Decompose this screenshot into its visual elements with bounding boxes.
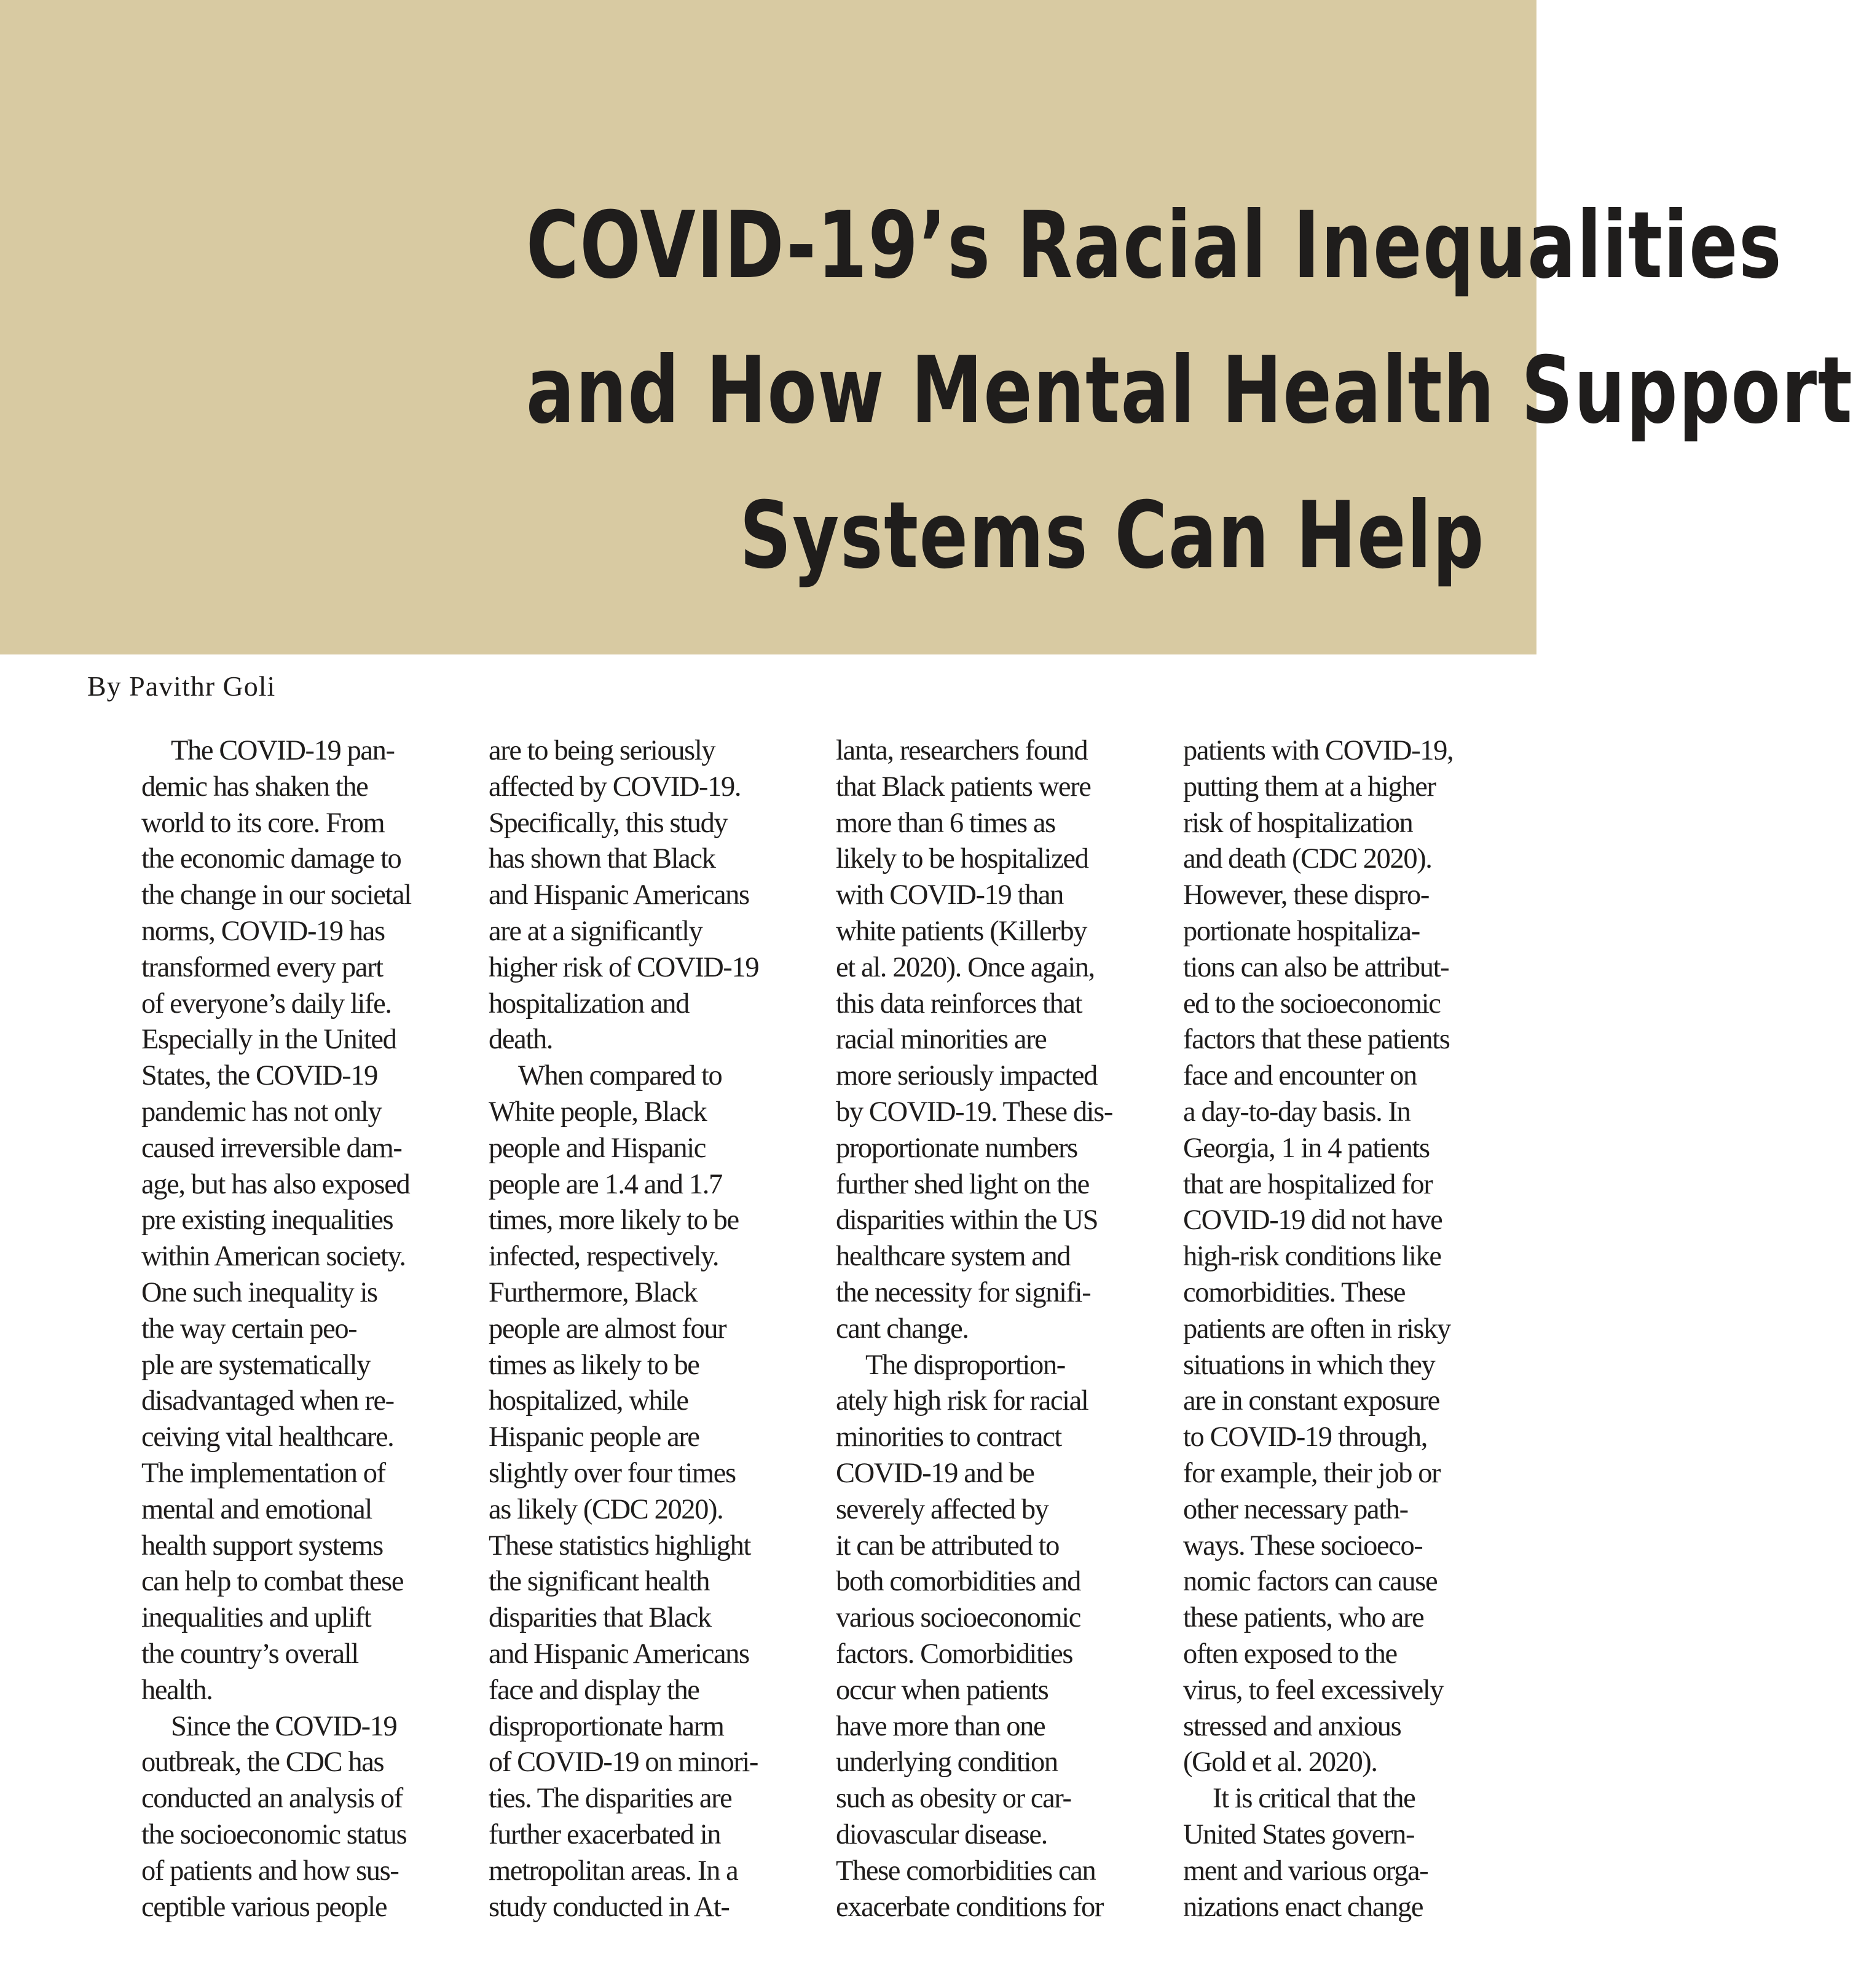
text-line: study conducted in At- — [489, 1891, 730, 1923]
text-line: factors that these patients — [1183, 1024, 1450, 1056]
text-line: the significant health — [489, 1566, 710, 1598]
text-line: and Hispanic Americans — [489, 879, 749, 911]
text-line: age, but has also exposed — [141, 1168, 410, 1200]
text-line: racial minorities are — [836, 1024, 1047, 1056]
text-line: The disproportion- — [865, 1349, 1065, 1381]
text-line: more than 6 times as — [836, 807, 1055, 839]
text-line: for example, their job or — [1183, 1457, 1441, 1489]
title-line: Systems Can Help — [739, 482, 1485, 589]
text-line: comorbidities. These — [1183, 1276, 1406, 1308]
text-line: demic has shaken the — [141, 771, 368, 803]
text-line: inequalities and uplift — [141, 1602, 371, 1634]
text-line: are at a significantly — [489, 915, 702, 947]
text-line: factors. Comorbidities — [836, 1638, 1073, 1670]
text-line: situations in which they — [1183, 1349, 1435, 1381]
text-line: norms, COVID-19 has — [141, 915, 385, 947]
text-line: patients with COVID-19, — [1183, 735, 1454, 766]
text-line: ways. These socioeco- — [1183, 1530, 1423, 1562]
text-line: further exacerbated in — [489, 1818, 721, 1850]
text-line: are in constant exposure — [1183, 1385, 1440, 1417]
text-line: affected by COVID-19. — [489, 771, 741, 803]
text-line: COVID-19 and be — [836, 1457, 1034, 1489]
text-line: When compared to — [518, 1060, 722, 1092]
text-line: with COVID-19 than — [836, 879, 1064, 911]
text-line: Since the COVID-19 — [171, 1710, 397, 1742]
text-line: face and display the — [489, 1674, 699, 1706]
text-line: it can be attributed to — [836, 1530, 1059, 1562]
text-line: has shown that Black — [489, 843, 715, 875]
text-line: These statistics highlight — [489, 1530, 750, 1562]
byline: By Pavithr Goli — [87, 670, 276, 702]
text-column-1 — [141, 733, 449, 1925]
text-line: the socioeconomic status — [141, 1818, 407, 1850]
text-line: These comorbidities can — [836, 1855, 1096, 1887]
text-line: nomic factors can cause — [1183, 1566, 1438, 1598]
text-line: It is critical that the — [1213, 1783, 1415, 1815]
text-line: United States govern- — [1183, 1818, 1415, 1850]
text-line: virus, to feel excessively — [1183, 1674, 1444, 1706]
text-line: portionate hospitaliza- — [1183, 915, 1420, 947]
text-line: a day-to-day basis. In — [1183, 1096, 1410, 1128]
text-line: both comorbidities and — [836, 1566, 1080, 1598]
text-line: and Hispanic Americans — [489, 1638, 749, 1670]
text-line: times as likely to be — [489, 1349, 699, 1381]
text-line: One such inequality is — [141, 1276, 377, 1308]
text-line: caused irreversible dam- — [141, 1132, 402, 1164]
text-line: mental and emotional — [141, 1493, 372, 1525]
text-line: ceiving vital healthcare. — [141, 1421, 394, 1453]
text-line: disproportionate harm — [489, 1710, 724, 1742]
text-line: Specifically, this study — [489, 807, 728, 839]
text-line: by COVID-19. These dis- — [836, 1096, 1112, 1128]
text-line: death. — [489, 1024, 553, 1056]
text-line: within American society. — [141, 1241, 406, 1273]
text-line: these patients, who are — [1183, 1602, 1424, 1634]
text-line: ties. The disparities are — [489, 1783, 732, 1815]
text-line: various socioeconomic — [836, 1602, 1081, 1634]
text-line: of patients and how sus- — [141, 1855, 399, 1887]
text-line: hospitalized, while — [489, 1385, 688, 1417]
title-banner — [0, 0, 1853, 654]
text-line: people and Hispanic — [489, 1132, 706, 1164]
text-line: lanta, researchers found — [836, 735, 1088, 766]
text-line: stressed and anxious — [1183, 1710, 1401, 1742]
text-line: world to its core. From — [141, 807, 385, 839]
title-line: COVID-19’s Racial Inequalities — [526, 192, 1783, 299]
text-line: often exposed to the — [1183, 1638, 1397, 1670]
text-line: nizations enact change — [1183, 1891, 1423, 1923]
text-line: patients are often in risky — [1183, 1313, 1450, 1345]
text-line: pandemic has not only — [141, 1096, 382, 1128]
text-line: transformed every part — [141, 951, 383, 983]
text-line: healthcare system and — [836, 1241, 1071, 1273]
text-line: outbreak, the CDC has — [141, 1746, 384, 1778]
text-line: have more than one — [836, 1710, 1045, 1742]
text-line: cant change. — [836, 1313, 969, 1345]
text-column-2 — [489, 733, 796, 1925]
text-line: disparities that Black — [489, 1602, 711, 1634]
text-line: et al. 2020). Once again, — [836, 951, 1095, 983]
text-line: conducted an analysis of — [141, 1783, 403, 1815]
text-line: people are almost four — [489, 1313, 726, 1345]
text-line: proportionate numbers — [836, 1132, 1077, 1164]
text-line: risk of hospitalization — [1183, 807, 1413, 839]
text-line: high-risk conditions like — [1183, 1241, 1441, 1273]
text-line: The COVID-19 pan- — [171, 735, 395, 766]
text-line: ple are systematically — [141, 1349, 371, 1381]
text-line: ately high risk for racial — [836, 1385, 1088, 1417]
text-line: minorities to contract — [836, 1421, 1061, 1453]
text-line: slightly over four times — [489, 1457, 736, 1489]
text-line: white patients (Killerby — [836, 915, 1087, 947]
text-line: likely to be hospitalized — [836, 843, 1088, 875]
text-line: the way certain peo- — [141, 1313, 357, 1345]
text-line: hospitalization and — [489, 988, 689, 1020]
text-line: COVID-19 did not have — [1183, 1204, 1442, 1236]
text-line: The implementation of — [141, 1457, 385, 1489]
text-line: disparities within the US — [836, 1204, 1098, 1236]
text-line: pre existing inequalities — [141, 1204, 393, 1236]
text-line: this data reinforces that — [836, 988, 1082, 1020]
text-line: the change in our societal — [141, 879, 411, 911]
text-line: underlying condition — [836, 1746, 1058, 1778]
text-line: that Black patients were — [836, 771, 1091, 803]
text-line: more seriously impacted — [836, 1060, 1097, 1092]
text-line: metropolitan areas. In a — [489, 1855, 738, 1887]
text-line: Furthermore, Black — [489, 1276, 697, 1308]
title-line: and How Mental Health Support — [526, 337, 1853, 444]
text-line: exacerbate conditions for — [836, 1891, 1103, 1923]
text-line: ceptible various people — [141, 1891, 387, 1923]
text-column-4 — [1183, 733, 1490, 1925]
text-line: the economic damage to — [141, 843, 401, 875]
text-line: tions can also be attribut- — [1183, 951, 1449, 983]
text-line: further shed light on the — [836, 1168, 1089, 1200]
text-line: to COVID-19 through, — [1183, 1421, 1427, 1453]
text-line: people are 1.4 and 1.7 — [489, 1168, 722, 1200]
text-line: other necessary path- — [1183, 1493, 1408, 1525]
text-line: Hispanic people are — [489, 1421, 699, 1453]
text-line: such as obesity or car- — [836, 1783, 1071, 1815]
text-line: higher risk of COVID-19 — [489, 951, 759, 983]
text-line: health support systems — [141, 1530, 383, 1562]
text-line: and death (CDC 2020). — [1183, 843, 1432, 875]
text-line: severely affected by — [836, 1493, 1048, 1525]
text-line: Especially in the United — [141, 1024, 396, 1056]
text-line: the country’s overall — [141, 1638, 358, 1670]
text-line: However, these dispro- — [1183, 879, 1429, 911]
text-line: health. — [141, 1674, 213, 1706]
text-line: ed to the socioeconomic — [1183, 988, 1441, 1020]
text-line: occur when patients — [836, 1674, 1048, 1706]
text-line: disadvantaged when re- — [141, 1385, 394, 1417]
text-line: of COVID-19 on minori- — [489, 1746, 758, 1778]
text-line: putting them at a higher — [1183, 771, 1436, 803]
text-line: States, the COVID-19 — [141, 1060, 377, 1092]
text-line: that are hospitalized for — [1183, 1168, 1433, 1200]
text-line: can help to combat these — [141, 1566, 404, 1598]
text-line: of everyone’s daily life. — [141, 988, 391, 1020]
text-line: are to being seriously — [489, 735, 715, 766]
text-line: face and encounter on — [1183, 1060, 1417, 1092]
text-line: ment and various orga- — [1183, 1855, 1428, 1887]
text-line: Georgia, 1 in 4 patients — [1183, 1132, 1430, 1164]
text-line: White people, Black — [489, 1096, 707, 1128]
text-line: infected, respectively. — [489, 1241, 719, 1273]
text-line: the necessity for signifi- — [836, 1276, 1091, 1308]
text-line: diovascular disease. — [836, 1818, 1047, 1850]
text-line: as likely (CDC 2020). — [489, 1493, 723, 1525]
text-line: times, more likely to be — [489, 1204, 739, 1236]
text-line: (Gold et al. 2020). — [1183, 1746, 1377, 1778]
text-column-3 — [836, 733, 1143, 1925]
article-title — [526, 173, 1853, 608]
